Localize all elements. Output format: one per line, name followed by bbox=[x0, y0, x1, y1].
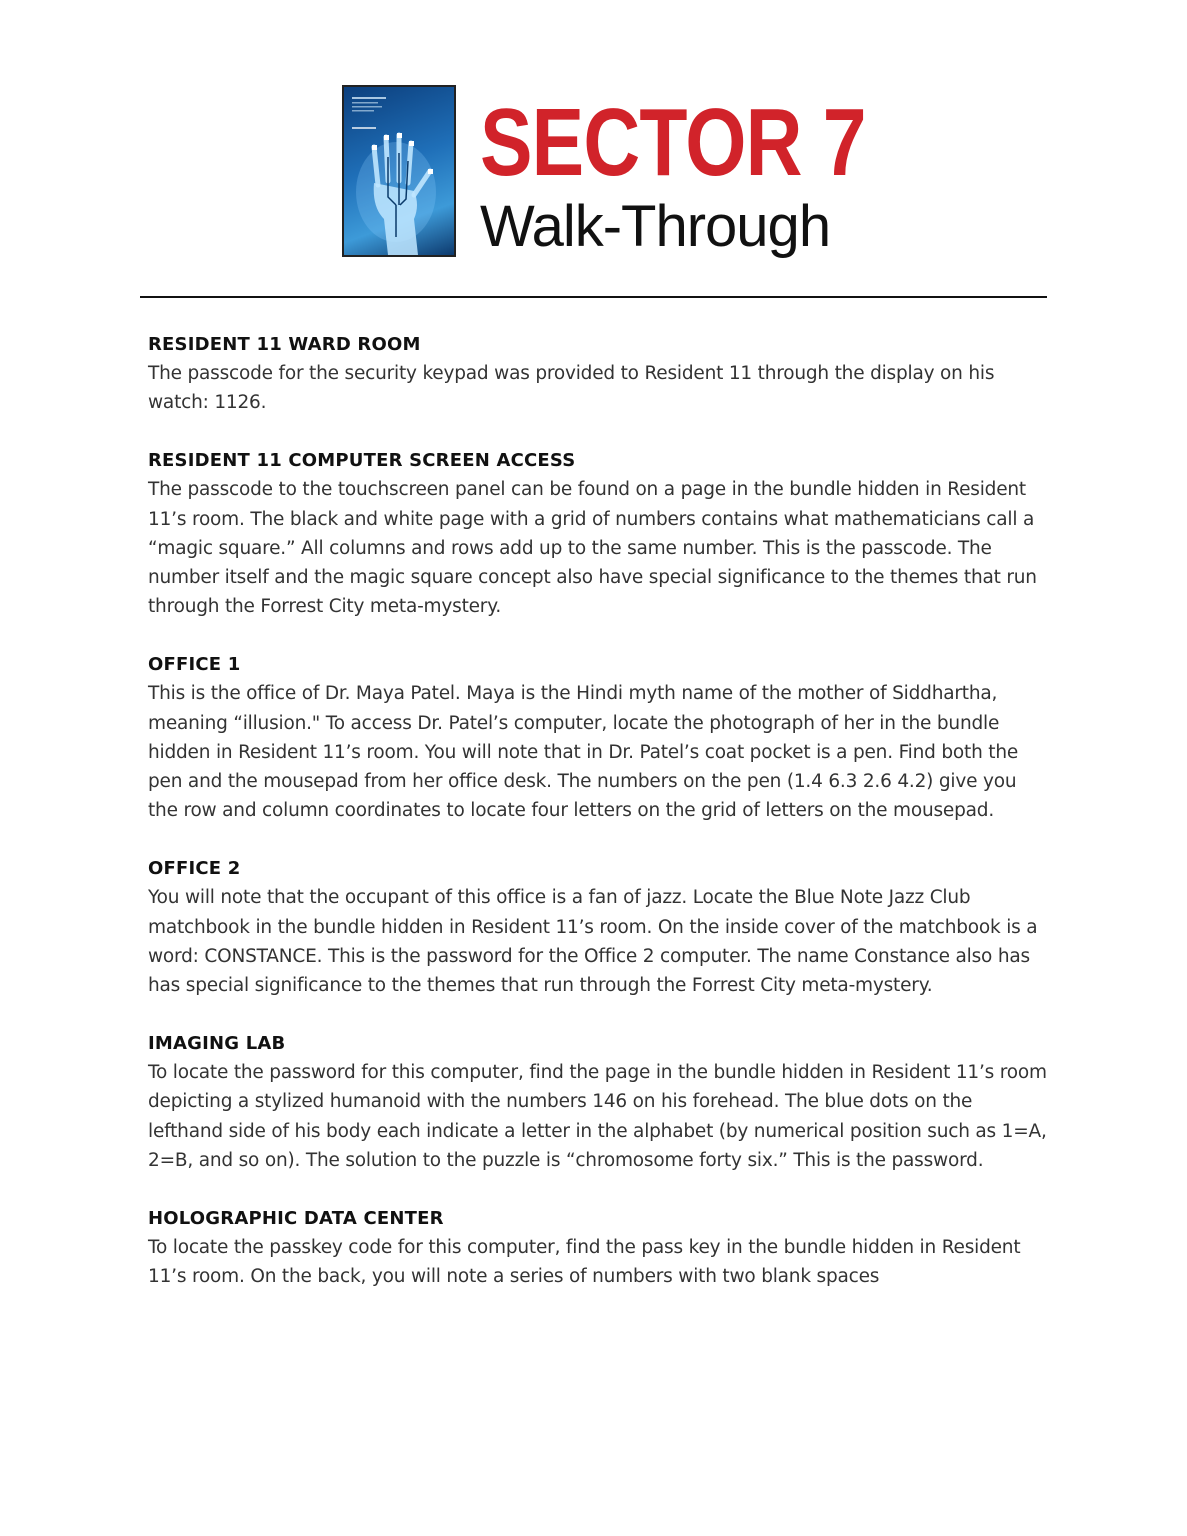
section-holographic-data-center bbox=[148, 1204, 1048, 1291]
section-computer-screen-access bbox=[148, 446, 1048, 621]
document-header bbox=[342, 85, 866, 260]
section-heading: IMAGING LAB bbox=[148, 1033, 286, 1055]
section-heading: OFFICE 1 bbox=[148, 654, 241, 676]
section-body: You will note that the occupant of this office is a fan of jazz. Locate the Blue Note Jazz Club matchbook in the bundle hidden in Resident 11’s room. On the inside cover of the matchbook is a word: CONSTANCE. This is the password for the Office 2 computer. The name Constance also has has special significance to the themes that run through the Forrest City meta-mystery. bbox=[148, 887, 1038, 997]
section-body: The passcode to the touchscreen panel can be found on a page in the bundle hidden in Resident 11’s room. The black and white page with a grid of numbers contains what mathematicians call a “magic square.” All columns and rows add up to the same number. This is the passcode. The number itself and the magic square concept also have special significance to the themes that run through the Forrest City meta-mystery. bbox=[148, 479, 1037, 618]
section-heading: RESIDENT 11 COMPUTER SCREEN ACCESS bbox=[148, 450, 576, 472]
section-body: The passcode for the security keypad was provided to Resident 11 through the display on his watch: 1126. bbox=[148, 363, 995, 414]
section-heading: RESIDENT 11 WARD ROOM bbox=[148, 334, 421, 355]
cover-image bbox=[342, 85, 456, 257]
document-subtitle: Walk-Through bbox=[480, 194, 831, 259]
section-office-2 bbox=[148, 854, 1048, 1000]
section-body: To locate the password for this computer, find the page in the bundle hidden in Resident 11’s room depicting a stylized humanoid with the numbers 146 on his forehead. The blue dots on the lefthand side of his body each indicate a letter in the alphabet (by numerical position such as 1=A, 2=B, and so on). The solution to the puzzle is “chromosome forty six.” This is the password. bbox=[148, 1062, 1047, 1171]
section-resident-11-ward-room bbox=[148, 330, 1048, 417]
hand-circuit-icon bbox=[344, 87, 454, 255]
section-body: This is the office of Dr. Maya Patel. Maya is the Hindi myth name of the mother of Siddhartha, meaning “illusion." To access Dr. Patel’s computer, locate the photograph of her in the bundle hidden in Resident 11’s room. You will note that in Dr. Patel’s coat pocket is a pen. Find both the pen and the mousepad from her office desk. The numbers on the pen (1.4 6.3 2.6 4.2) give you the row and column coordinates to locate four letters on the grid of letters on the mousepad. bbox=[148, 683, 1019, 822]
section-body: To locate the passkey code for this computer, find the pass key in the bundle hidden in Resident 11’s room. On the back, you will note a series of numbers with two blank spaces bbox=[148, 1237, 1021, 1288]
section-office-1 bbox=[148, 650, 1048, 825]
section-heading: HOLOGRAPHIC DATA CENTER bbox=[148, 1208, 444, 1230]
section-heading: OFFICE 2 bbox=[148, 858, 241, 880]
header-divider bbox=[140, 296, 1047, 298]
document-title: SECTOR 7 bbox=[480, 89, 866, 196]
section-imaging-lab bbox=[148, 1029, 1048, 1175]
walkthrough-content bbox=[148, 330, 1048, 1320]
